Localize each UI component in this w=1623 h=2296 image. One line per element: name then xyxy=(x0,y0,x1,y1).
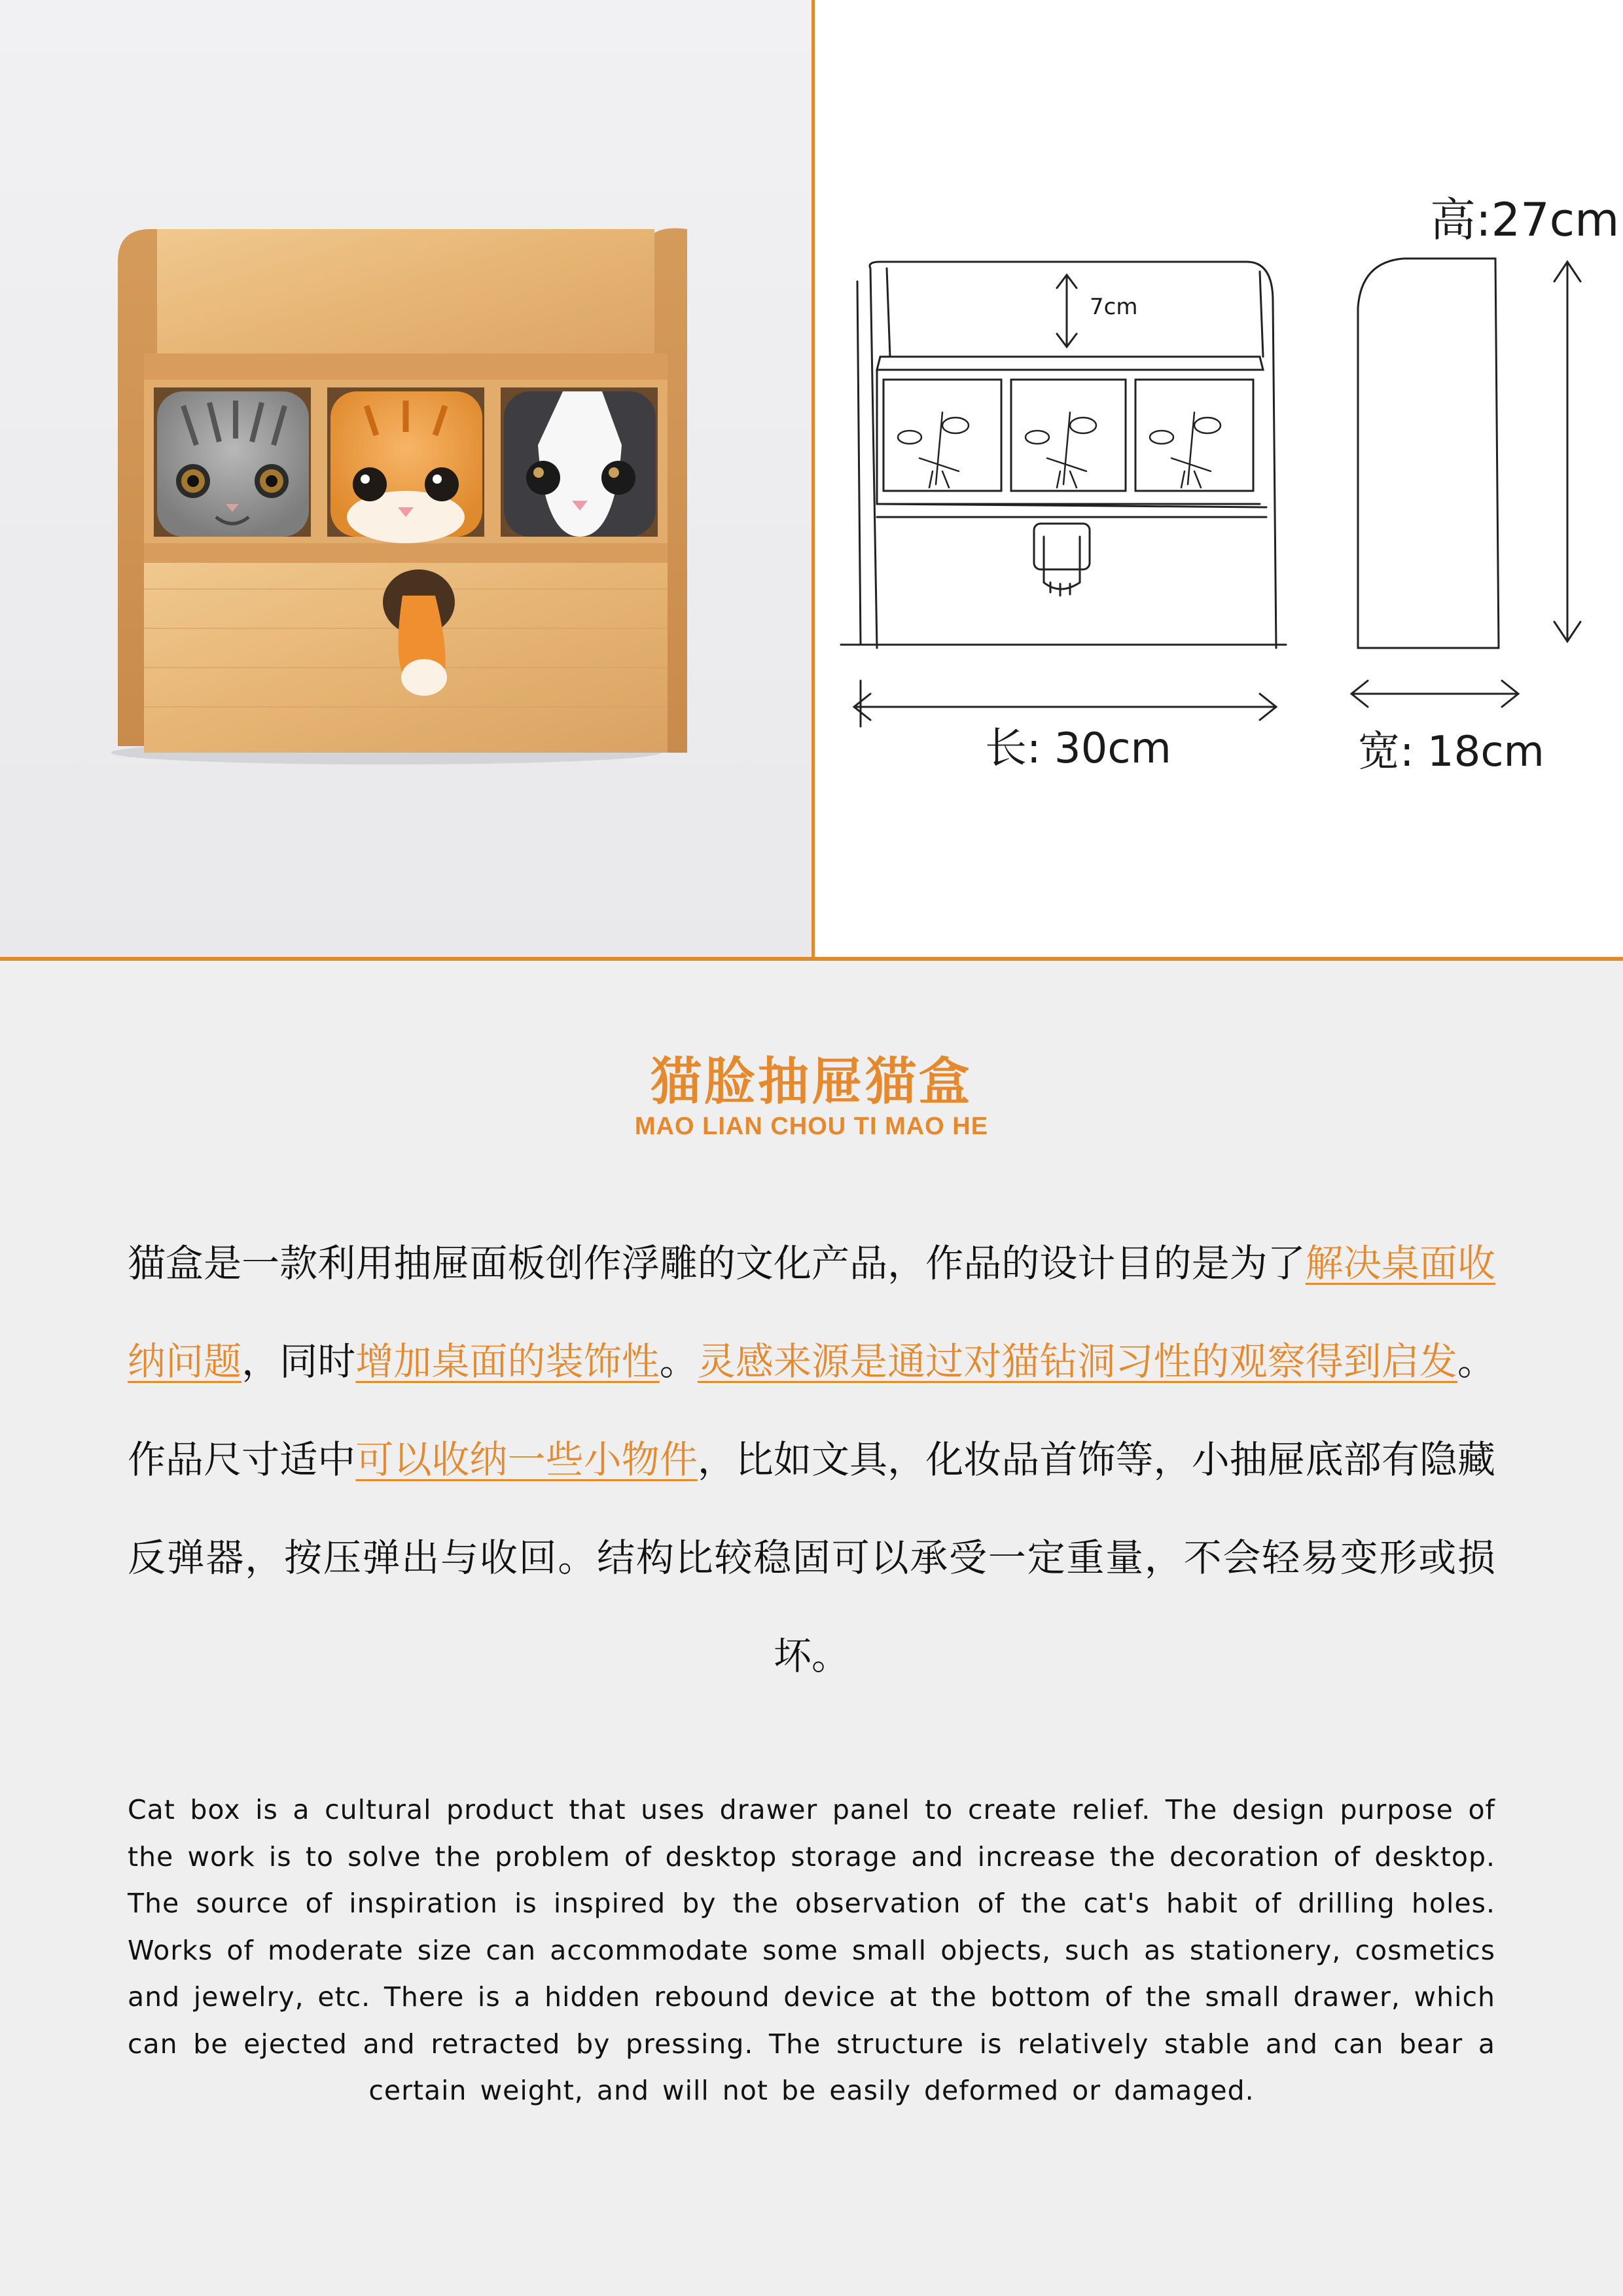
cn-highlight-4: 可以收纳一些小物件 xyxy=(355,1437,698,1482)
length-label: 长: 30cm xyxy=(985,725,1171,773)
tuxedo-cat-face xyxy=(504,391,656,537)
english-description: Cat box is a cultural product that uses drawer panel to create relief. The design purpose of the work is to solve the problem of desktop storage and increase the decoration of desktop. The source of inspiration is inspired by the observation of the cat's habit of drilling holes. Works of moderate size can accommodate some small objects, such as stationery, cosmetics and jewelry, etc. There is a hidden rebound device at the bottom of the small drawer, which can be ejected and retracted by pressing. The structure is relatively stable and can bear a certain weight, and will not be easily deformed or damaged. xyxy=(128,1794,1495,2106)
chinese-description xyxy=(128,1214,1495,1705)
grey-tabby-cat-face xyxy=(157,391,309,537)
cn-text-3: 。 xyxy=(659,1339,698,1384)
title-chinese: 猫脸抽屉猫盒 xyxy=(650,1052,972,1111)
title-pinyin: MAO LIAN CHOU TI MAO HE xyxy=(634,1113,989,1140)
sketch-left-edge xyxy=(857,281,861,645)
dimension-sketch xyxy=(815,0,1623,960)
orange-cat-face xyxy=(330,391,482,543)
top-shelf xyxy=(144,353,668,380)
cn-text-4: 。作品尺寸适中 xyxy=(128,1339,1495,1482)
cn-text-1: 猫盒是一款利用抽屉面板创作浮雕的文化产品，作品的设计目的是为了 xyxy=(128,1241,1306,1285)
sketch-top-edge xyxy=(870,262,1276,648)
cn-highlight-1: 解决桌面收纳问题 xyxy=(128,1241,1495,1384)
drawer-rail xyxy=(144,543,668,563)
top-section xyxy=(0,0,1623,960)
sketch-side-view xyxy=(1358,259,1499,648)
top-gap-label: 7cm xyxy=(1090,294,1138,320)
cn-highlight-3: 灵感来源是通过对猫钻洞习性的观察得到启发 xyxy=(697,1339,1457,1384)
cn-text-2: ，同时 xyxy=(241,1339,356,1384)
product-photo xyxy=(105,209,694,772)
cn-text-5: ，比如文具，化妆品首饰等，小抽屉底部有隐藏反弹器，按压弹出与收回。结构比较稳固可以承受一定重量，不会轻易变形或损坏。 xyxy=(128,1437,1495,1678)
height-label: 高:27cm xyxy=(1430,193,1620,247)
width-label: 宽: 18cm xyxy=(1358,728,1544,776)
cn-highlight-2: 增加桌面的装饰性 xyxy=(355,1339,660,1384)
